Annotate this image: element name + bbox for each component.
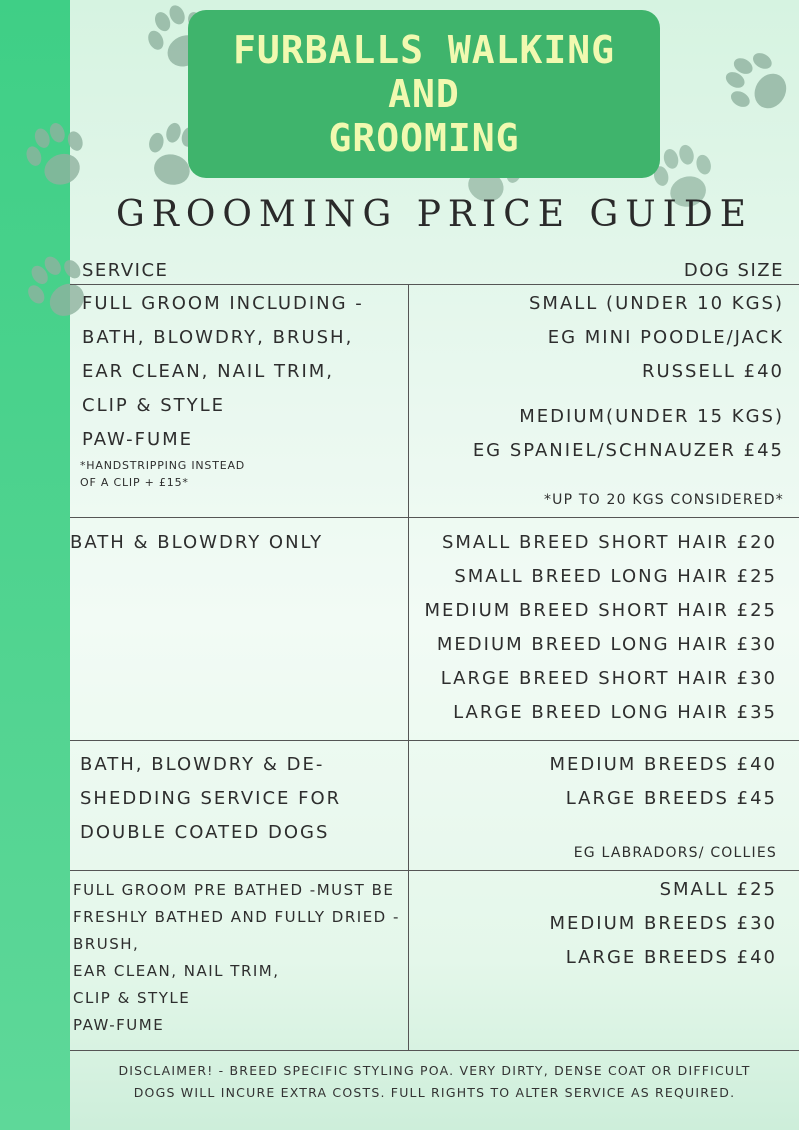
price-note-weight: *UP TO 20 KGS CONSIDERED* [543, 492, 784, 508]
service-deshedding: BATH, BLOWDRY & DE- SHEDDING SERVICE FOR DOUBLE COATED DOGS [80, 754, 342, 843]
price-full-groom-small: SMALL (UNDER 10 KGS) EG MINI POODLE/JACK RUSSELL £40 [529, 293, 784, 382]
price-full-groom-medium: MEDIUM(UNDER 15 KGS) EG SPANIEL/SCHNAUZER £45 [472, 406, 784, 461]
table-divider [70, 284, 799, 285]
column-header-service: SERVICE [82, 260, 169, 281]
service-bath-blowdry: BATH & BLOWDRY ONLY [70, 532, 324, 553]
table-divider [70, 870, 799, 871]
price-deshedding: MEDIUM BREEDS £40 LARGE BREEDS £45 [549, 754, 777, 809]
business-name-line: FURBALLS WALKING [232, 28, 616, 72]
table-divider [70, 517, 799, 518]
business-name-line: GROOMING [328, 116, 520, 160]
table-divider [70, 1050, 799, 1051]
price-full-groom-pre-bathed: SMALL £25 MEDIUM BREEDS £30 LARGE BREEDS £40 [549, 879, 777, 968]
paw-print-icon [705, 30, 799, 139]
disclaimer: DISCLAIMER! - BREED SPECIFIC STYLING POA. VERY DIRTY, DENSE COAT OR DIFFICULT DOGS WILL INCURE EXTRA COSTS. FULL RIGHTS TO ALTER SERVICE AS REQUIRED. [118, 1063, 751, 1100]
business-name-banner [188, 10, 660, 178]
price-bath-blowdry: SMALL BREED SHORT HAIR £20 SMALL BREED LONG HAIR £25 MEDIUM BREED SHORT HAIR £25 MEDIUM BREED LONG HAIR £30 LARGE BREED SHORT HAIR £30 LARGE BREED LONG HAIR £35 [424, 532, 777, 723]
service-full-groom: FULL GROOM INCLUDING - BATH, BLOWDRY, BRUSH, EAR CLEAN, NAIL TRIM, CLIP & STYLE PAW-FUME [82, 293, 364, 450]
table-column-divider [408, 284, 409, 1050]
service-full-groom-pre-bathed: FULL GROOM PRE BATHED -MUST BE FRESHLY BATHED AND FULLY DRIED - BRUSH, EAR CLEAN, NAIL TRIM, CLIP & STYLE PAW-FUME [73, 881, 400, 1034]
table-divider [70, 740, 799, 741]
service-note-handstripping: *HANDSTRIPPING INSTEAD OF A CLIP + £15* [80, 459, 246, 489]
business-name-line: AND [388, 72, 460, 116]
column-header-dog-size: DOG SIZE [683, 260, 784, 281]
price-note-breeds: EG LABRADORS/ COLLIES [573, 845, 777, 861]
page-title: GROOMING PRICE GUIDE [116, 194, 753, 235]
